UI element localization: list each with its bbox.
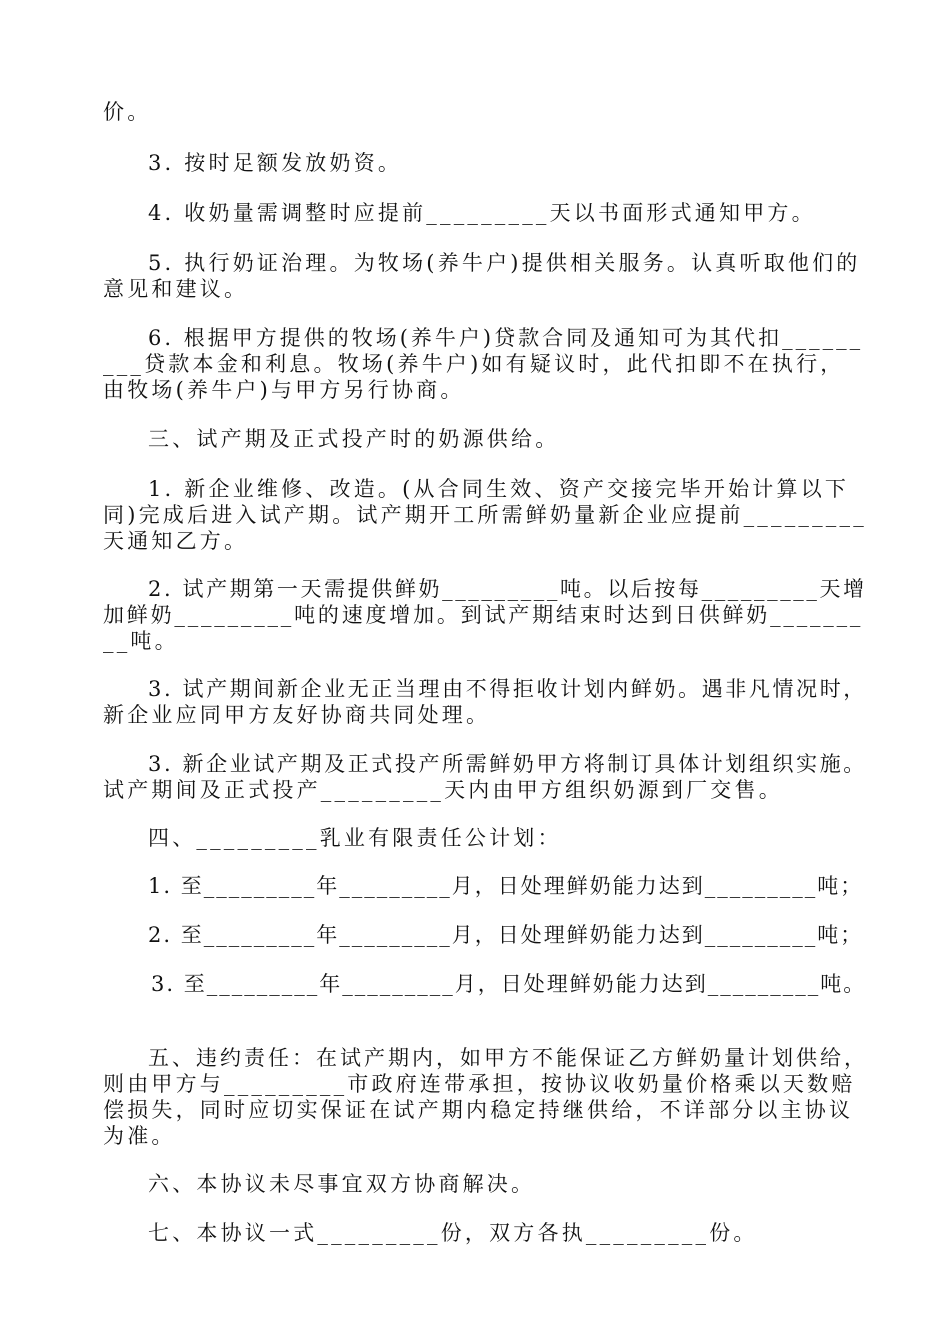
- section-heading: 六、本协议未尽事宜双方协商解决。: [148, 1172, 536, 1196]
- section-heading: 五、违约责任：在试产期内，如甲方不能保证乙方鲜奶量计划供给，: [148, 1046, 868, 1070]
- paragraph-line: 4. 收奶量需调整时应提前_________天以书面形式通知甲方。: [148, 201, 816, 225]
- paragraph-line: 则由甲方与_________市政府连带承担，按协议收奶量价格乘以天数赔: [103, 1072, 856, 1096]
- paragraph-line: 同)完成后进入试产期。试产期开工所需鲜奶量新企业应提前_________: [103, 503, 867, 527]
- paragraph-line: 天通知乙方。: [103, 529, 249, 553]
- paragraph-line: 试产期间及正式投产_________天内由甲方组织奶源到厂交售。: [103, 778, 783, 802]
- paragraph-line: 3. 至_________年_________月，日处理鲜奶能力达到_________吨。: [151, 972, 867, 996]
- paragraph-line: 3. 新企业试产期及正式投产所需鲜奶甲方将制订具体计划组织实施。: [148, 752, 867, 776]
- section-heading: 三、试产期及正式投产时的奶源供给。: [148, 427, 560, 451]
- paragraph-line: 1. 新企业维修、改造。(从合同生效、资产交接完毕开始计算以下: [148, 477, 850, 501]
- section-heading: 七、本协议一式_________份，双方各执_________份。: [148, 1221, 758, 1245]
- paragraph-line: 2. 至_________年_________月，日处理鲜奶能力达到_________吨；: [148, 923, 864, 947]
- paragraph-line: 价。: [103, 100, 152, 124]
- paragraph-line: 2. 试产期第一天需提供鲜奶_________吨。以后按每_________天增: [148, 577, 867, 601]
- paragraph-line: 由牧场(养牛户)与甲方另行协商。: [103, 378, 465, 402]
- paragraph-line: 新企业应同甲方友好协商共同处理。: [103, 703, 491, 727]
- paragraph-line: 1. 至_________年_________月，日处理鲜奶能力达到_________吨；: [148, 874, 864, 898]
- paragraph-line: 偿损失，同时应切实保证在试产期内稳定持继供给，不详部分以主协议: [103, 1098, 854, 1122]
- paragraph-line: 为准。: [103, 1124, 176, 1148]
- paragraph-line: 6. 根据甲方提供的牧场(养牛户)贷款合同及通知可为其代扣______: [148, 326, 864, 350]
- section-heading: 四、_________乳业有限责任公计划：: [148, 826, 562, 850]
- paragraph-line: 加鲜奶_________吨的速度增加。到试产期结束时达到日供鲜奶_______: [103, 603, 864, 627]
- paragraph-line: 3. 按时足额发放奶资。: [148, 151, 403, 175]
- paragraph-line: 意见和建议。: [103, 277, 249, 301]
- paragraph-line: 3. 试产期间新企业无正当理由不得拒收计划内鲜奶。遇非凡情况时，: [148, 677, 867, 701]
- paragraph-line: __吨。: [103, 629, 179, 653]
- paragraph-line: ___贷款本金和利息。牧场(养牛户)如有疑议时，此代扣即不在执行，: [103, 352, 845, 376]
- paragraph-line: 5. 执行奶证治理。为牧场(养牛户)提供相关服务。认真听取他们的: [148, 251, 861, 275]
